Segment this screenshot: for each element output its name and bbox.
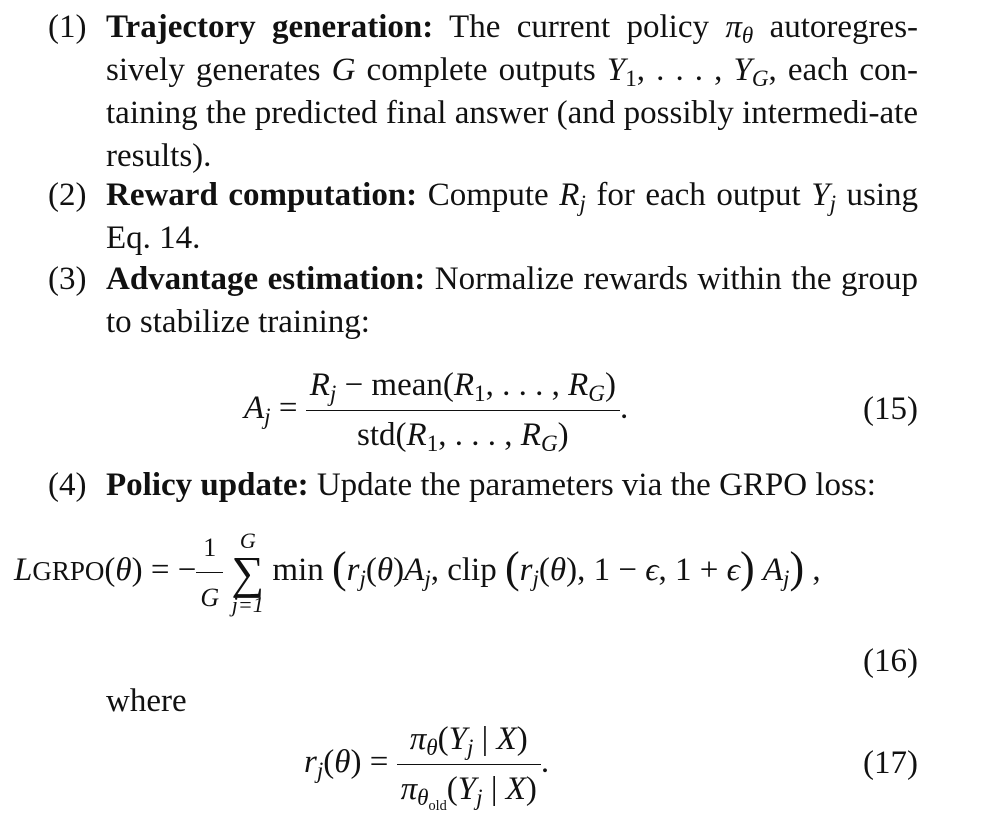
item-heading: Trajectory generation: [106,9,434,45]
equation-15: $A_j$ = $\frac{R_j - mean(R_1, . . . , R_G)}{std(R_1, . . . , R_G)}$ . [244,364,628,457]
list-item-body [106,6,918,178]
fraction: $\frac{R_j - mean(R_1, . . . , R_G)}{std(R_1, . . . , R_G)}$ [306,364,620,457]
item-text: complete outputs [366,52,596,88]
list-item-reward-computation [48,174,918,260]
math-R-j: $R_j$ [559,177,586,216]
list-number: (2) [48,177,87,213]
list-item-advantage-estimation [48,258,918,344]
equation-number: (15) [863,391,918,427]
equation-17: $r_j(\theta)$ = $\frac{\pi_\theta(Y_j | X)}{\pi_{\theta_{old}}(Y_j | X)}$ . [304,718,549,811]
list-item-policy-update [48,464,918,507]
equation-number: (16) [863,643,918,679]
item-heading: Reward computation: [106,177,418,213]
math-G: G [331,52,356,88]
item-text: for each output [596,177,801,213]
item-heading: Advantage estimation: [106,261,426,297]
item-heading: Policy update: [106,467,309,503]
where-text: where [106,683,187,719]
list-item-body [106,174,918,260]
list-number: (1) [48,9,87,45]
list-item-trajectory-generation [48,6,918,178]
item-text: autoregres-sively generates [106,9,919,88]
item-text: using Eq. 14. [106,177,919,256]
list-item-body [106,464,918,507]
math-outputs: $Y_1$, . . . , $Y_G$ [606,52,769,91]
item-text: , each con-taining the predicted final answer (and possibly intermedi-ate results). [106,52,919,174]
math-Y-j: $Y_j$ [811,177,836,216]
item-text: Normalize rewards within the group to stabilize training: [106,261,919,340]
math-pi-theta: $\pi_\theta$ [725,9,754,48]
item-text: The current policy [449,9,709,45]
list-number: (4) [48,467,87,503]
fraction: $\frac{1}{G}$ [196,526,223,619]
fraction: $\frac{\pi_\theta(Y_j | X)}{\pi_{\theta_{old}}(Y_j | X)}$ [397,718,541,811]
list-number: (3) [48,261,87,297]
item-text: Update the parameters via the GRPO loss: [316,467,876,503]
summation: G ∑ j=1 [231,527,265,617]
list-item-body [106,258,918,344]
item-text: Compute [427,177,549,213]
equation-16: LGRPO(θ) = − $\frac{1}{G}$ G ∑ j=1 $\min (r_j(\theta)A_j$, clip ($r_j(\theta)$, 1 − ϵ, 1 + ϵ) $A_j$) , [14,526,821,619]
equation-number: (17) [863,745,918,781]
